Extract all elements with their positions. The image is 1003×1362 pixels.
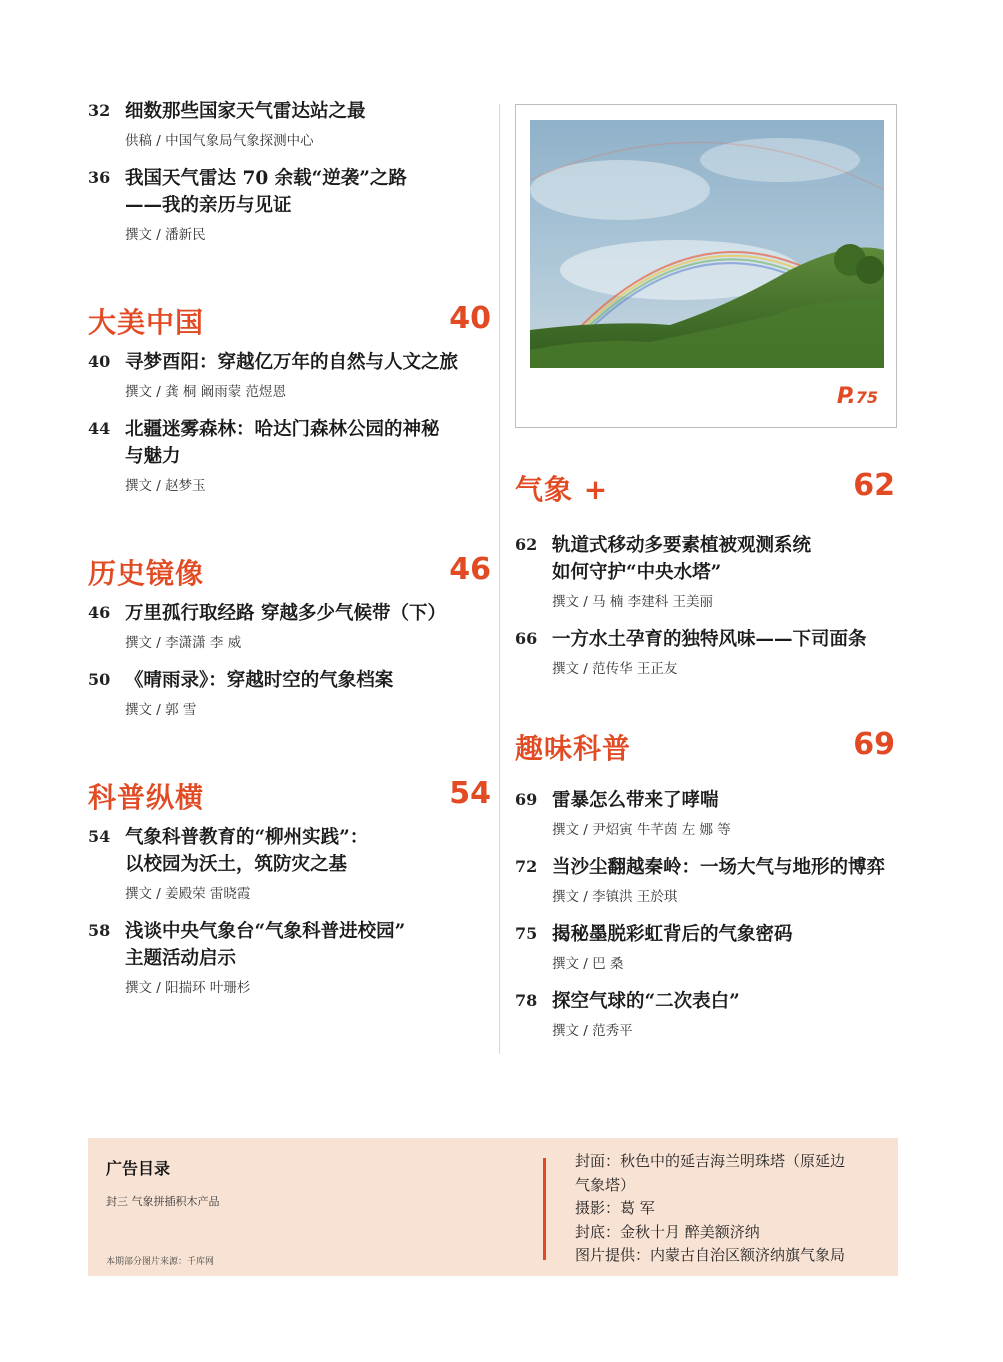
entry-page-number: 40 bbox=[88, 352, 111, 371]
image-source-note: 本期部分图片来源：千库网 bbox=[106, 1257, 215, 1267]
entry-title: 我国天气雷达 70 余载“逆袭”之路 bbox=[125, 168, 407, 189]
entry-title-line2: 以校园为沃土，筑防灾之基 bbox=[125, 854, 348, 875]
section-page: 54 bbox=[449, 776, 491, 811]
entry-byline: 撰文 / 范传华 王正友 bbox=[552, 661, 678, 677]
entry-page-number: 50 bbox=[88, 670, 111, 689]
section-header bbox=[515, 468, 915, 512]
entry-byline: 供稿 / 中国气象局气象探测中心 bbox=[125, 133, 314, 149]
entry-page-number: 66 bbox=[515, 629, 538, 648]
entry-title: 一方水土孕育的独特风味——下司面条 bbox=[552, 629, 867, 650]
toc-entry[interactable] bbox=[88, 349, 488, 400]
entry-title: 细数那些国家天气雷达站之最 bbox=[125, 101, 366, 122]
section-page: 62 bbox=[853, 468, 895, 503]
toc-entry[interactable] bbox=[88, 600, 488, 651]
entry-page-number: 69 bbox=[515, 790, 538, 809]
entry-byline: 撰文 / 巴 桑 bbox=[552, 956, 624, 972]
section-title: 科普纵横 bbox=[88, 781, 205, 814]
right-column bbox=[515, 468, 915, 1039]
section-title: 气象 + bbox=[515, 473, 609, 506]
section-header bbox=[515, 727, 915, 771]
cover-credit-line: 摄影：葛 军 bbox=[575, 1199, 655, 1217]
entry-page-number: 75 bbox=[515, 924, 538, 943]
entry-page-number: 58 bbox=[88, 921, 111, 940]
column-divider bbox=[499, 104, 500, 1054]
cover-credit-line: 气象塔） bbox=[575, 1175, 636, 1194]
entry-page-number: 46 bbox=[88, 603, 111, 622]
entry-title-line2: ——我的亲历与见证 bbox=[125, 195, 292, 216]
entry-title: 揭秘墨脱彩虹背后的气象密码 bbox=[552, 924, 793, 945]
entry-byline: 撰文 / 姜殿荣 雷晓霞 bbox=[125, 886, 251, 902]
entry-page-number: 54 bbox=[88, 827, 111, 846]
ad-index bbox=[106, 1156, 506, 1209]
cover-credit-line: 封底：金秋十月 醉美额济纳 bbox=[575, 1222, 760, 1241]
entry-byline: 撰文 / 李镇洪 王於琪 bbox=[552, 889, 678, 905]
toc-entry[interactable] bbox=[88, 667, 488, 718]
section-page: 69 bbox=[853, 727, 895, 762]
entry-page-number: 44 bbox=[88, 419, 111, 438]
section-title: 历史镜像 bbox=[88, 557, 205, 590]
entry-title-line2: 与魅力 bbox=[125, 446, 181, 467]
entry-title: 北疆迷雾森林：哈达门森林公园的神秘 bbox=[125, 419, 440, 440]
feature-photo-frame[interactable] bbox=[515, 104, 897, 428]
section-title: 大美中国 bbox=[88, 306, 205, 339]
toc-entry[interactable] bbox=[88, 824, 488, 902]
entry-title: 轨道式移动多要素植被观测系统 bbox=[552, 535, 812, 556]
entry-title: 气象科普教育的“柳州实践”： bbox=[125, 827, 369, 848]
accent-bar bbox=[543, 1158, 546, 1260]
entry-title-line2: 主题活动启示 bbox=[125, 948, 237, 969]
entry-byline: 撰文 / 范秀平 bbox=[552, 1023, 633, 1039]
toc-entry[interactable] bbox=[515, 854, 915, 905]
entry-byline: 撰文 / 龚 桐 阚雨蒙 范煜恩 bbox=[125, 384, 287, 400]
section-page: 40 bbox=[449, 301, 491, 336]
entry-page-number: 78 bbox=[515, 991, 538, 1010]
cover-credits bbox=[575, 1150, 890, 1268]
entry-title: 探空气球的“二次表白” bbox=[552, 991, 740, 1012]
toc-entry[interactable] bbox=[515, 787, 915, 838]
entry-byline: 撰文 / 郭 雪 bbox=[125, 702, 197, 718]
toc-entry[interactable] bbox=[515, 921, 915, 972]
entry-title: 万里孤行取经路 穿越多少气候带（下） bbox=[125, 603, 446, 624]
ad-index-item: 封三 气象拼插积木产品 bbox=[106, 1195, 220, 1208]
entry-page-number: 36 bbox=[88, 168, 111, 187]
section-title: 趣味科普 bbox=[515, 732, 632, 765]
entry-title: 雷暴怎么带来了哮喘 bbox=[552, 790, 719, 811]
left-column bbox=[88, 98, 491, 996]
entry-page-number: 72 bbox=[515, 857, 538, 876]
section-header bbox=[88, 301, 491, 345]
entry-title: 浅谈中央气象台“气象科普进校园” bbox=[125, 921, 406, 942]
cover-credit-line: 图片提供：内蒙古自治区额济纳旗气象局 bbox=[575, 1246, 846, 1264]
toc-entry[interactable] bbox=[515, 626, 915, 677]
entry-byline: 撰文 / 尹炤寅 牛芊茵 左 娜 等 bbox=[552, 822, 731, 838]
ad-index-box bbox=[88, 1138, 898, 1276]
entry-title: 当沙尘翻越秦岭：一场大气与地形的博弈 bbox=[552, 857, 886, 878]
toc-entry[interactable] bbox=[88, 918, 488, 996]
toc-entry[interactable] bbox=[88, 416, 488, 494]
photo-page-label: P.75 bbox=[836, 384, 878, 409]
entry-byline: 撰文 / 潘新民 bbox=[125, 227, 206, 243]
entry-title: 寻梦酉阳：穿越亿万年的自然与人文之旅 bbox=[125, 352, 459, 373]
section-header bbox=[88, 776, 491, 820]
entry-page-number: 32 bbox=[88, 101, 111, 120]
toc-entry[interactable] bbox=[515, 532, 915, 610]
section-page: 46 bbox=[449, 552, 491, 587]
entry-title: 《晴雨录》：穿越时空的气象档案 bbox=[125, 670, 394, 691]
entry-byline: 撰文 / 马 楠 李建科 王美丽 bbox=[552, 594, 714, 610]
rainbow-landscape-photo bbox=[530, 120, 884, 368]
entry-page-number: 62 bbox=[515, 535, 538, 554]
section-header bbox=[88, 552, 491, 596]
entry-byline: 撰文 / 李潇潇 李 威 bbox=[125, 635, 242, 651]
entry-title-line2: 如何守护“中央水塔” bbox=[552, 562, 722, 583]
entry-byline: 撰文 / 阳揣环 叶珊杉 bbox=[125, 980, 251, 996]
ad-index-title: 广告目录 bbox=[106, 1159, 171, 1178]
entry-byline: 撰文 / 赵梦玉 bbox=[125, 478, 206, 494]
cover-credit-line: 封面：秋色中的延吉海兰明珠塔（原延边 bbox=[575, 1152, 846, 1170]
toc-entry[interactable] bbox=[88, 98, 488, 149]
toc-entry[interactable] bbox=[515, 988, 915, 1039]
toc-entry[interactable] bbox=[88, 165, 488, 243]
